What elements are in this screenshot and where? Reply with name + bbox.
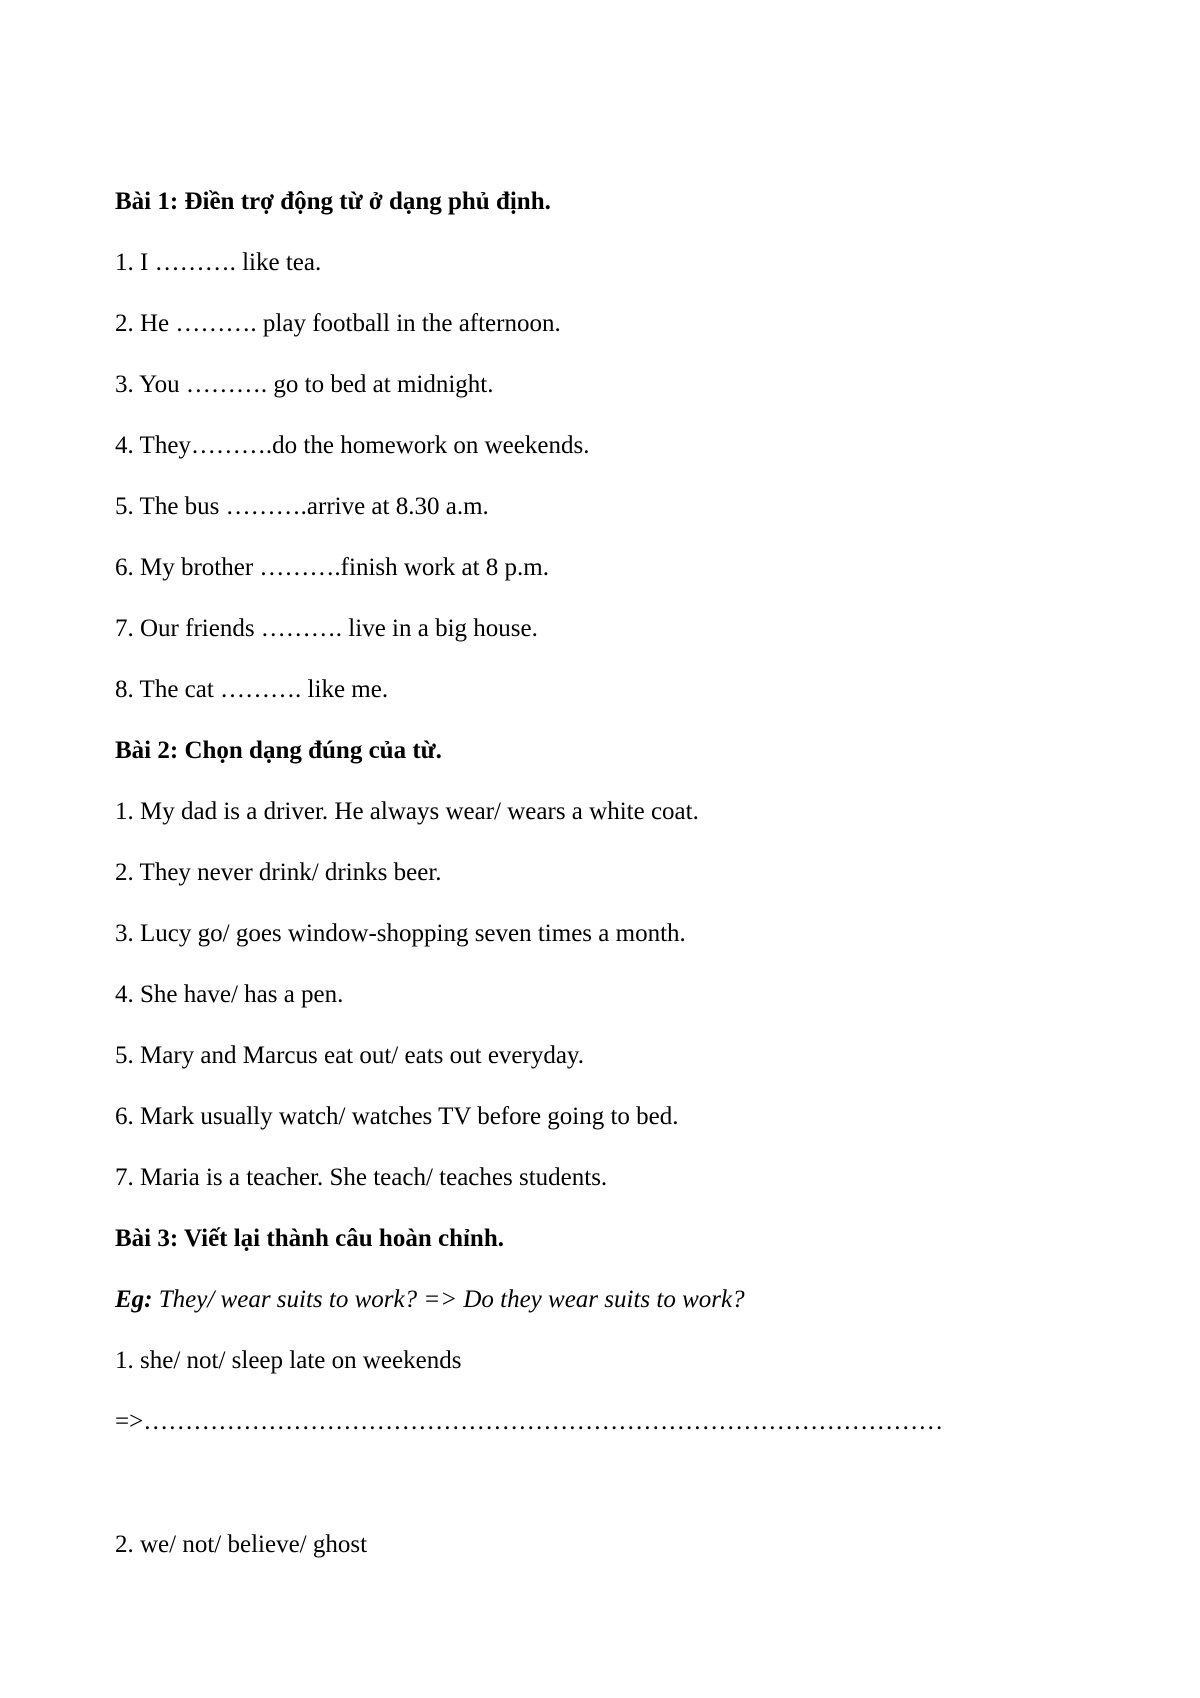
example-label: Eg: [115,1286,153,1313]
exercise-1-item-2: 2. He ………. play football in the afternoon. [115,310,561,337]
exercise-2-item-5: 5. Mary and Marcus eat out/ eats out everyday. [115,1042,585,1069]
exercise-2-item-3: 3. Lucy go/ goes window-shopping seven times a month. [115,920,686,947]
exercise-1-item-6: 6. My brother ……….finish work at 8 p.m. [115,554,549,581]
exercise-3-heading: Bài 3: Viết lại thành câu hoàn chỉnh. [115,1225,504,1252]
exercise-3-example [115,1285,745,1315]
exercise-1-heading: Bài 1: Điền trợ động từ ở dạng phủ định. [115,188,551,215]
exercise-2-item-1: 1. My dad is a driver. He always wear/ wears a white coat. [115,798,699,825]
exercise-2-item-2: 2. They never drink/ drinks beer. [115,859,442,886]
example-text: They/ wear suits to work? => Do they wear suits to work? [152,1286,745,1313]
exercise-1-item-5: 5. The bus ……….arrive at 8.30 a.m. [115,493,489,520]
exercise-2-item-6: 6. Mark usually watch/ watches TV before going to bed. [115,1103,679,1130]
exercise-1-item-3: 3. You ………. go to bed at midnight. [115,371,494,398]
exercise-3-item-1: 1. she/ not/ sleep late on weekends [115,1347,462,1374]
exercise-3-item-2: 2. we/ not/ believe/ ghost [115,1531,368,1558]
exercise-1-item-4: 4. They……….do the homework on weekends. [115,432,590,459]
exercise-1-item-7: 7. Our friends ………. live in a big house. [115,615,538,642]
exercise-2-item-7: 7. Maria is a teacher. She teach/ teaches students. [115,1164,608,1191]
exercise-2-item-4: 4. She have/ has a pen. [115,981,344,1008]
exercise-2-heading: Bài 2: Chọn dạng đúng của từ. [115,737,442,764]
exercise-1-item-1: 1. I ………. like tea. [115,249,322,276]
exercise-1-item-8: 8. The cat ………. like me. [115,676,389,703]
exercise-3-answer-line: =>…………………………………………………………………………………… [115,1408,944,1435]
